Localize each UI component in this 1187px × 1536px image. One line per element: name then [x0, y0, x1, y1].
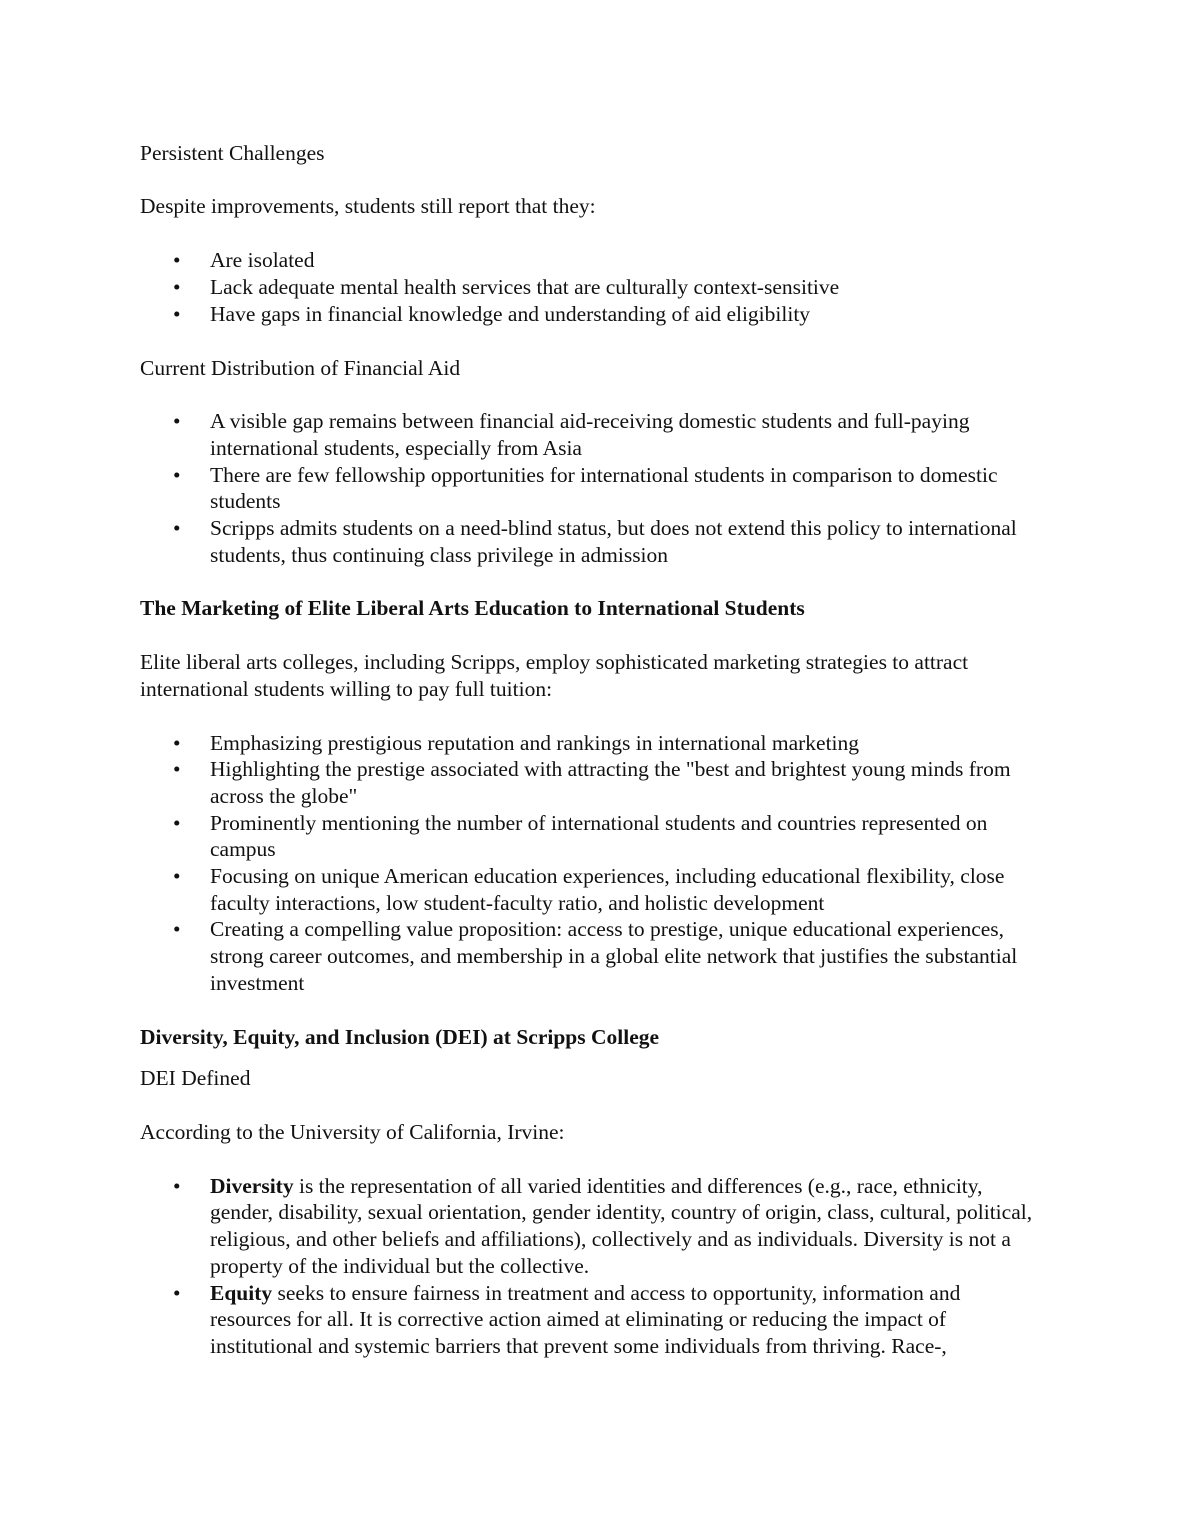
persistent-challenges-list — [140, 247, 1040, 327]
section-heading-dei: Diversity, Equity, and Inclusion (DEI) at Scripps College — [140, 1024, 660, 1049]
list-item-diversity — [140, 1173, 1040, 1280]
marketing-list — [140, 730, 1040, 997]
bullet-icon: • — [173, 1280, 181, 1305]
bullet-icon: • — [173, 864, 181, 889]
bullet-icon: • — [173, 757, 181, 782]
bullet-icon: • — [173, 409, 181, 434]
marketing-intro: Elite liberal arts colleges, including Scripps, employ sophisticated marketing strategies to attract international students willing to pay full tuition: — [140, 650, 969, 701]
subheading-dei-defined: DEI Defined — [140, 1066, 251, 1091]
list-item: • A visible gap remains between financial aid-receiving domestic students and full-paying international students, especially from Asia — [173, 409, 970, 460]
bullet-icon: • — [173, 730, 181, 755]
list-item-equity — [140, 1280, 1040, 1360]
list-item: • Emphasizing prestigious reputation and rankings in international marketing — [173, 730, 860, 755]
persistent-challenges-intro: Despite improvements, students still report that they: — [140, 193, 596, 218]
term-equity: Equity — [210, 1280, 273, 1305]
list-item: • Scripps admits students on a need-blind status, but does not extend this policy to international students, thus continuing class privilege in admission — [173, 516, 1017, 567]
bullet-icon: • — [173, 810, 181, 835]
list-item: • Lack adequate mental health services that are culturally context-sensitive — [173, 275, 840, 300]
bullet-icon: • — [173, 516, 181, 541]
list-item: • Focusing on unique American education experiences, including educational flexibility, close faculty interactions, low student-faculty ratio, and holistic development — [173, 864, 1005, 915]
bullet-icon: • — [173, 248, 181, 273]
section-heading-financial-aid: Current Distribution of Financial Aid — [140, 355, 461, 380]
definition-equity: seeks to ensure fairness in treatment and access to opportunity, information and resources for all. It is corrective action aimed at eliminating or reducing the impact of institutional and systemic barriers that prevent some individuals from thriving. Race-, — [210, 1280, 961, 1358]
list-item: • Prominently mentioning the number of international students and countries represented on campus — [173, 810, 988, 862]
document-page — [140, 140, 1040, 1360]
definition-diversity: is the representation of all varied identities and differences (e.g., race, ethnicity, gender, disability, sexual orientation, gender identity, country of origin, class, cultural, political, religious, and other beliefs and affiliations), collectively and as individuals. Diversity is not a property of the individual but the collective. — [210, 1173, 1033, 1278]
bullet-icon: • — [173, 462, 181, 487]
list-item: • Highlighting the prestige associated with attracting the "best and brightest young minds from across the globe" — [173, 757, 1011, 808]
list-item: • Creating a compelling value proposition: access to prestige, unique educational experiences, strong career outcomes, and membership in a global elite network that justifies the substantial investment — [173, 917, 1018, 995]
bullet-icon: • — [173, 917, 181, 942]
list-item: • Are isolated — [173, 248, 315, 273]
dei-intro: According to the University of California, Irvine: — [140, 1119, 565, 1144]
bullet-icon: • — [173, 301, 181, 326]
term-diversity: Diversity — [210, 1173, 294, 1198]
list-item: • Have gaps in financial knowledge and understanding of aid eligibility — [173, 301, 811, 326]
dei-definitions-list — [140, 1173, 1040, 1360]
list-item: • There are few fellowship opportunities for international students in comparison to domestic students — [173, 462, 998, 514]
section-heading-persistent-challenges: Persistent Challenges — [140, 141, 325, 165]
bullet-icon: • — [173, 275, 181, 300]
financial-aid-list — [140, 408, 1040, 568]
section-heading-marketing: The Marketing of Elite Liberal Arts Education to International Students — [140, 596, 805, 621]
bullet-icon: • — [173, 1173, 181, 1198]
